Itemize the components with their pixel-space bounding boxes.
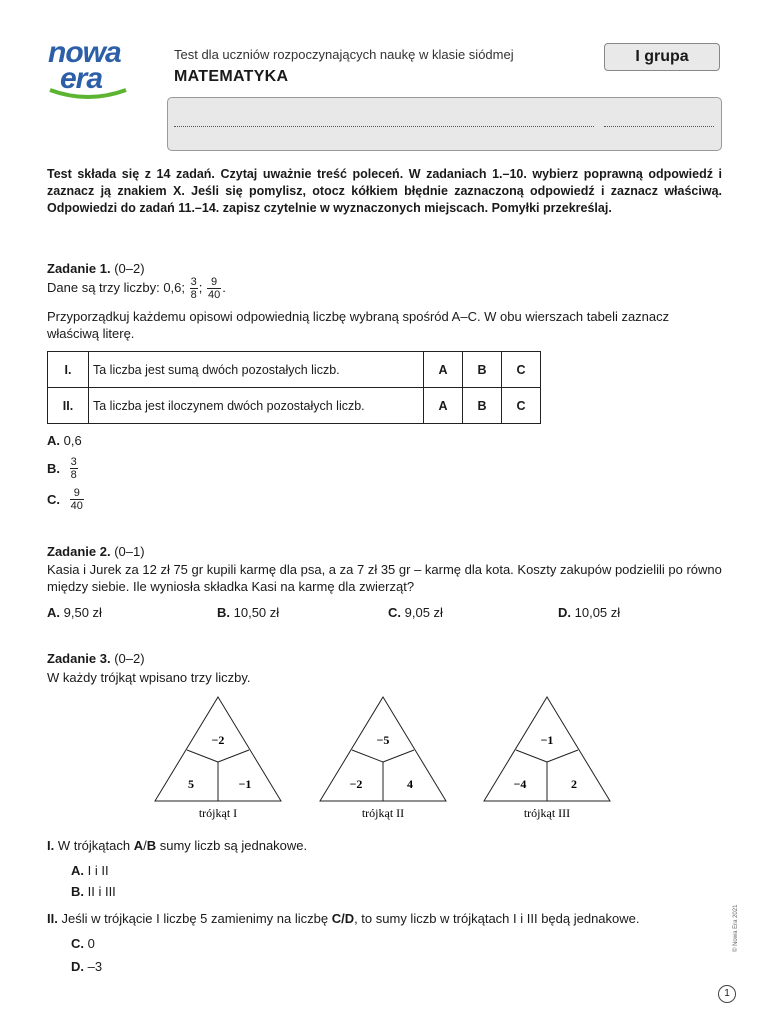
name-field-box[interactable]: [167, 97, 722, 151]
task1-instruction: Przyporządkuj każdemu opisowi odpowiednią liczbę wybraną spośród A–C. W obu wierszach tabeli zaznacz właściwą literę.: [47, 309, 670, 341]
table-row: [48, 352, 541, 388]
task3-question-1: I. W trójkątach A/B sumy liczb są jednakowe.: [47, 838, 308, 853]
triangle-1-label: trójkąt I: [198, 806, 238, 820]
choice-a-cell[interactable]: A: [424, 388, 463, 424]
task1-option-b[interactable]: B. $\frac{3}{8}$: [47, 456, 77, 481]
instructions: Test składa się z 14 zadań. Czytaj uważnie treść poleceń. W zadaniach 1.–10. wybierz poprawną odpowiedź i zaznacz ją znakiem X. Jeśli się pomylisz, otocz kółkiem błędnie zaznaczoną odpowiedź i zaznacz właściwą. Odpowiedzi do zadań 11.–14. zapisz czytelnie w wyznaczonych miejscach. Pomyłki przekreślaj.: [47, 167, 722, 215]
task1-title: Zadanie 1.: [47, 261, 111, 276]
task2-text: Kasia i Jurek za 12 zł 75 gr kupili karmę dla psa, a za 7 zł 35 gr – karmę dla kota. Koszty zakupów podzielili po równo między siebie. Ile wyniosła składka Kasi na karmę dla zwierząt?: [47, 562, 722, 594]
task2-option-d[interactable]: D. 10,05 zł: [558, 605, 621, 620]
triangle-2-left: −2: [349, 777, 363, 791]
task1-header: [47, 260, 722, 277]
triangle-3-top: −1: [540, 733, 554, 747]
fraction-9-40: $\frac{9}{40}$: [207, 276, 221, 301]
triangle-3-right: 2: [571, 777, 577, 791]
triangle-3: [484, 697, 610, 820]
row-number: I.: [48, 352, 89, 388]
task1-given: Dane są trzy liczby: 0,6; $\frac{3}{8}$ ; $\frac{9}{40}$ .: [47, 276, 226, 301]
subject-title: MATEMATYKA: [174, 68, 289, 85]
class-dotted-line[interactable]: [604, 126, 714, 127]
triangle-1: [155, 697, 281, 820]
task2-header: Zadanie 2. (0–1): [47, 544, 145, 559]
task2-option-c[interactable]: C. 9,05 zł: [388, 605, 443, 620]
task1-option-c[interactable]: C. $\frac{9}{40}$: [47, 487, 83, 512]
task3-q1-option-a[interactable]: A. I i II: [71, 863, 109, 878]
task3-text: W każdy trójkąt wpisano trzy liczby.: [47, 670, 251, 685]
table-row: [48, 388, 541, 424]
triangle-2-label: trójkąt II: [361, 806, 405, 820]
logo-text-line1: nowa: [48, 36, 121, 69]
triangle-2-top: −5: [376, 733, 390, 747]
test-subtitle: Test dla uczniów rozpoczynających naukę w klasie siódmej: [174, 47, 514, 62]
page-number: 1: [718, 985, 736, 1003]
nowa-era-logo: [48, 36, 128, 100]
task1-option-a[interactable]: A. 0,6: [47, 433, 82, 448]
task1-table: [47, 351, 541, 424]
task1-points: (0–2): [114, 261, 145, 276]
task2-option-a[interactable]: A. 9,50 zł: [47, 605, 102, 620]
triangles-figure: [150, 695, 620, 825]
task3-q1-option-b[interactable]: B. II i III: [71, 884, 116, 899]
triangle-2: [320, 697, 446, 820]
choice-c-cell[interactable]: C: [502, 352, 541, 388]
triangle-3-label: trójkąt III: [523, 806, 571, 820]
triangle-2-right: 4: [407, 777, 413, 791]
logo-swoosh-icon: [48, 88, 128, 102]
choice-b-cell[interactable]: B: [463, 352, 502, 388]
triangle-1-left: 5: [188, 777, 194, 791]
task3-q2-option-c[interactable]: C. 0: [71, 936, 95, 951]
choice-b-cell[interactable]: B: [463, 388, 502, 424]
triangle-3-left: −4: [513, 777, 527, 791]
task3-header: Zadanie 3. (0–2): [47, 651, 145, 666]
name-dotted-line[interactable]: [174, 126, 594, 127]
row-text: Ta liczba jest iloczynem dwóch pozostałych liczb.: [89, 388, 424, 424]
triangle-1-right: −1: [238, 777, 252, 791]
task2-option-b[interactable]: B. 10,50 zł: [217, 605, 280, 620]
task3-question-2: II. Jeśli w trójkącie I liczbę 5 zamienimy na liczbę C/D, to sumy liczb w trójkątach I i III będą jednakowe.: [47, 911, 640, 926]
fraction-3-8: $\frac{3}{8}$: [190, 276, 197, 301]
task1-given-prefix: Dane są trzy liczby: 0,6;: [47, 279, 185, 295]
group-badge: I grupa: [604, 43, 720, 71]
task3-q2-option-d[interactable]: D. –3: [71, 959, 103, 974]
copyright-note: © Nowa Era 2021: [733, 904, 739, 952]
row-number: II.: [48, 388, 89, 424]
triangle-1-top: −2: [211, 733, 225, 747]
choice-a-cell[interactable]: A: [424, 352, 463, 388]
row-text: Ta liczba jest sumą dwóch pozostałych liczb.: [89, 352, 424, 388]
choice-c-cell[interactable]: C: [502, 388, 541, 424]
logo-text-line2: era: [60, 62, 103, 95]
